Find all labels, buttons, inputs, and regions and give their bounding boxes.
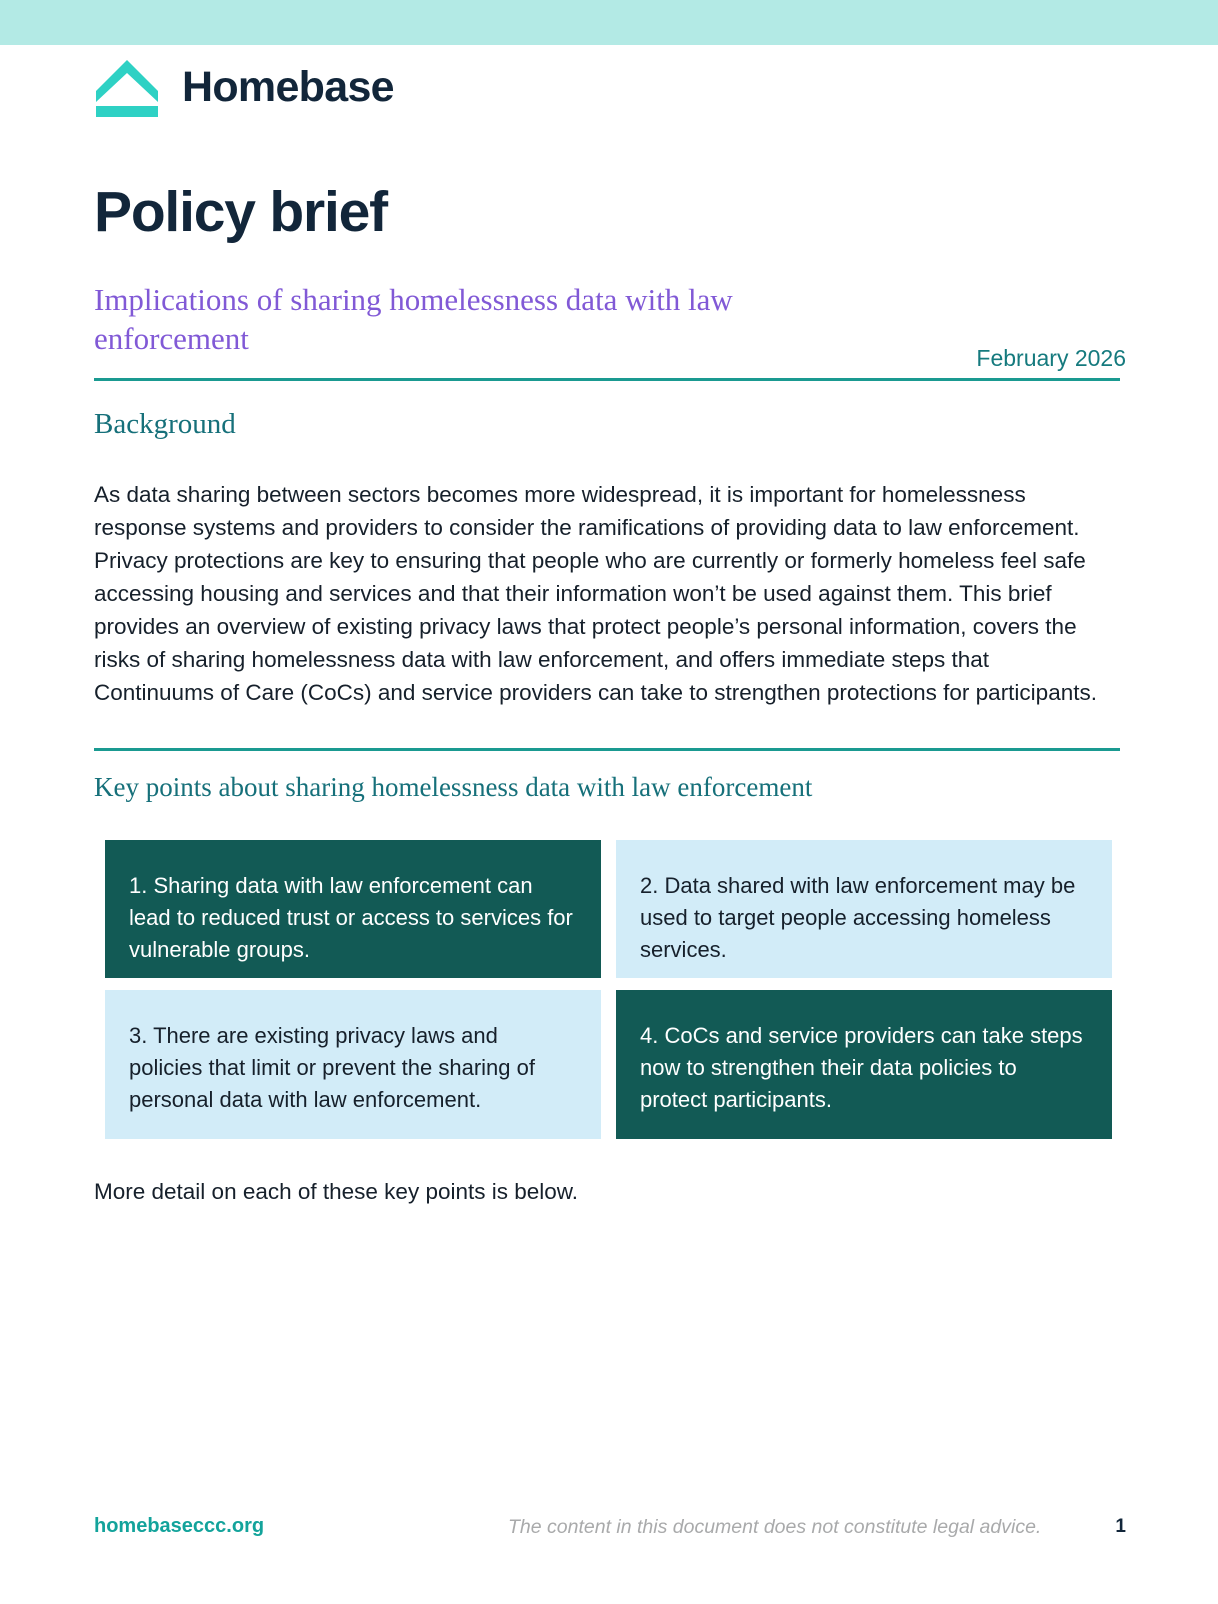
footer-page-number: 1 — [1115, 1516, 1126, 1537]
key-points-follow-up: More detail on each of these key points is below. — [94, 1179, 579, 1204]
page-subtitle: Implications of sharing homelessness data with law enforcement — [94, 282, 733, 357]
section-heading-key-points: Key points about sharing homelessness data with law enforcement — [94, 772, 813, 802]
key-point-box-4: 4. CoCs and service providers can take steps now to strengthen their data policies to protect participants. — [616, 990, 1112, 1139]
background-paragraph: As data sharing between sectors becomes more widespread, it is important for homelessness response systems and providers to consider the ramifications of providing data to law enforcement. Privacy protections are key to ensuring that people who are currently or formerly homeless feel safe accessing housing and services and that their information won’t be used against them. This brief provides an overview of existing privacy laws that protect people’s personal information, covers the risks of sharing homelessness data with law enforcement, and offers immediate steps that Continuums of Care (CoCs) and service providers can take to strengthen protections for participants. — [94, 482, 1097, 706]
top-banner — [0, 0, 1218, 45]
page-title: Policy brief — [94, 180, 387, 244]
section-heading-background: Background — [94, 408, 236, 440]
house-roof-icon — [94, 56, 160, 118]
footer-website-link[interactable]: homebaseccc.org — [94, 1515, 265, 1537]
key-point-box-3: 3. There are existing privacy laws and policies that limit or prevent the sharing of personal data with law enforcement. — [105, 990, 601, 1139]
key-point-box-1: 1. Sharing data with law enforcement can lead to reduced trust or access to services for vulnerable groups. — [105, 840, 601, 978]
divider-middle — [94, 748, 1120, 751]
key-points-grid — [105, 840, 1112, 1139]
key-point-box-2: 2. Data shared with law enforcement may be used to target people accessing homeless services. — [616, 840, 1112, 978]
publication-date: February 2026 — [976, 345, 1126, 371]
brand-logo[interactable] — [94, 56, 394, 118]
brand-wordmark: Homebase — [182, 62, 394, 111]
divider-top — [94, 378, 1120, 381]
footer-disclaimer: The content in this document does not constitute legal advice. — [508, 1516, 1042, 1538]
